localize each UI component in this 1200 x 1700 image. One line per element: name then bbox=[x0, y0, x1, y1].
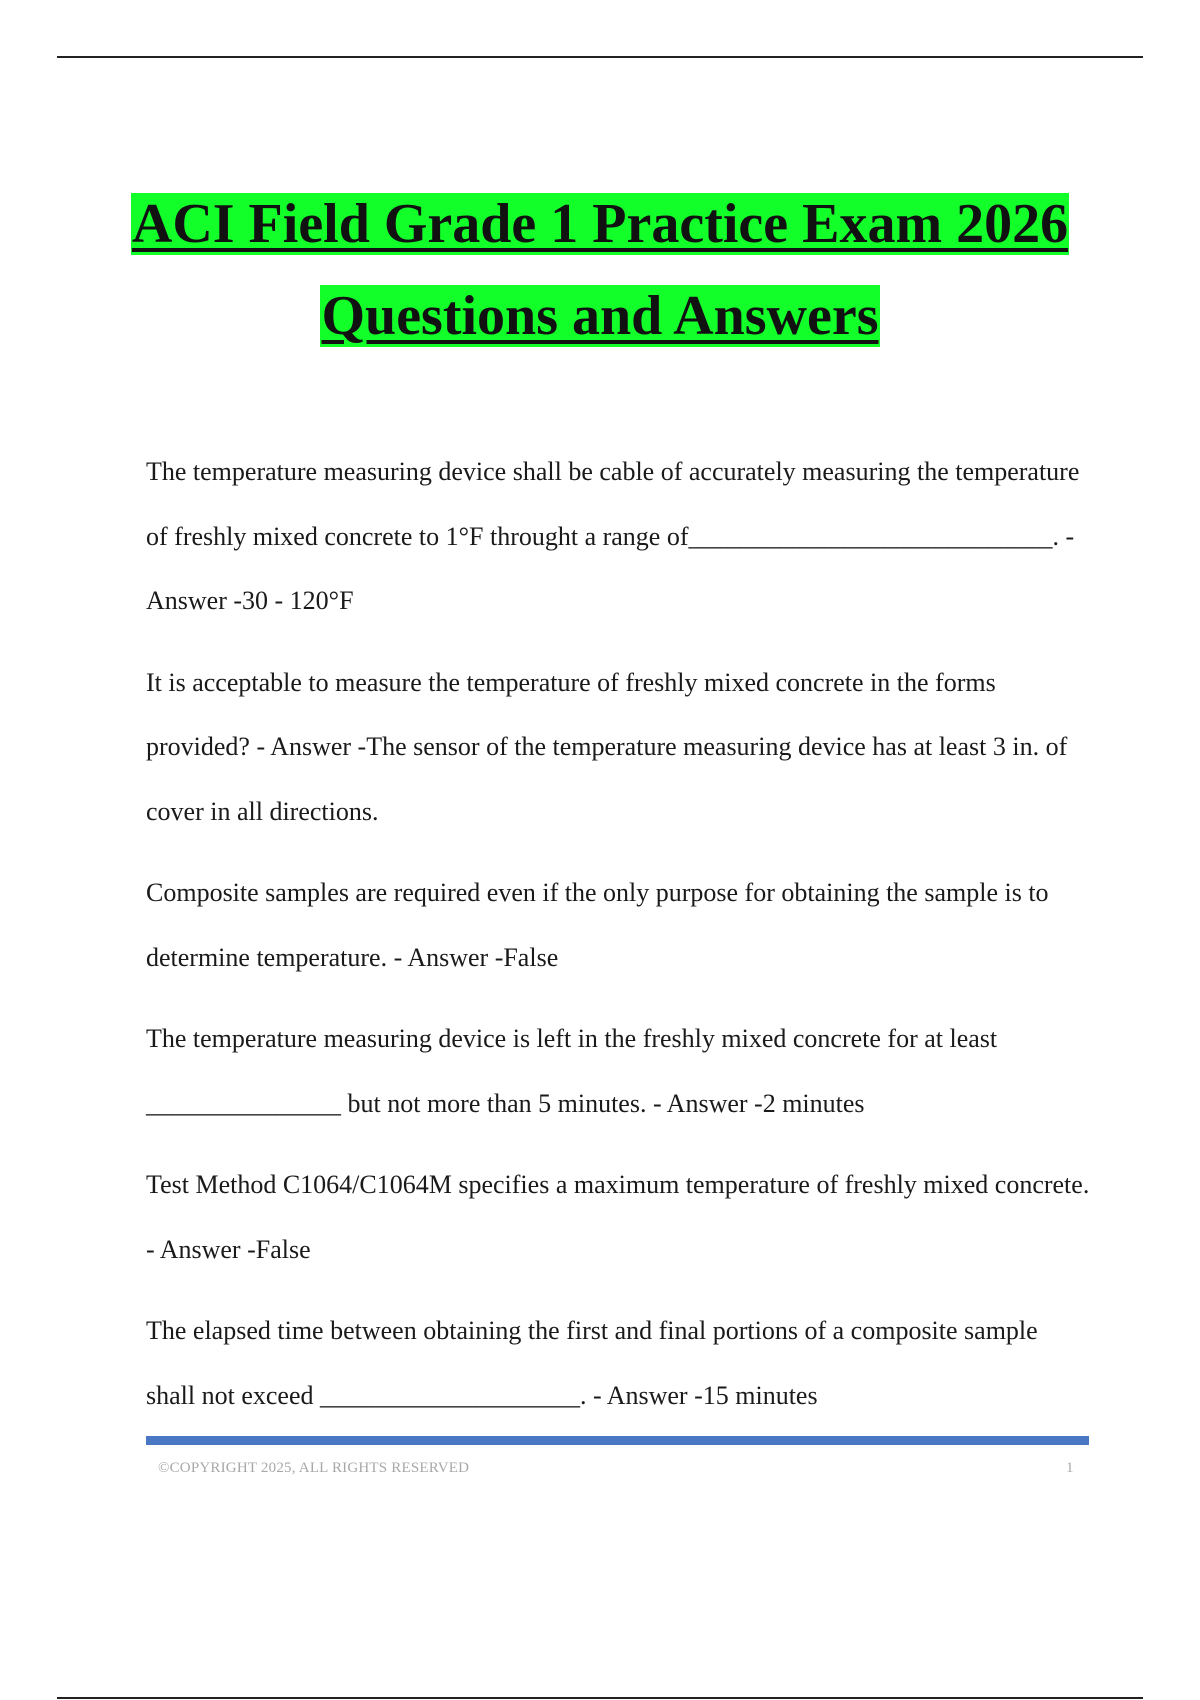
qa-item: It is acceptable to measure the temperature of freshly mixed concrete in the forms provided? - Answer -The sensor of the temperature measuring device has at least 3 in. of cover in all directions. bbox=[146, 667, 1068, 826]
qa-item: Test Method C1064/C1064M specifies a maximum temperature of freshly mixed concrete. - Answer -False bbox=[146, 1170, 1090, 1264]
title-line-1: ACI Field Grade 1 Practice Exam 2026 bbox=[131, 193, 1069, 255]
top-rule bbox=[57, 56, 1143, 58]
qa-list bbox=[146, 440, 1091, 1445]
footer-divider bbox=[146, 1436, 1089, 1445]
document-title bbox=[0, 178, 1200, 362]
title-line-2: Questions and Answers bbox=[321, 285, 879, 347]
qa-item: The temperature measuring device is left in the freshly mixed concrete for at least _______________ but not more than 5 minutes. - Answer -2 minutes bbox=[146, 1024, 998, 1118]
bottom-rule bbox=[57, 1697, 1143, 1699]
qa-item: The elapsed time between obtaining the first and final portions of a composite sample shall not exceed ____________________. - Answer -15 minutes bbox=[146, 1316, 1038, 1410]
page-number: 1 bbox=[1066, 1460, 1074, 1476]
qa-item: The temperature measuring device shall be cable of accurately measuring the temperature of freshly mixed concrete to 1°F throught a range of____________________________. - Answer -30 - 120°F bbox=[146, 457, 1080, 615]
qa-item: Composite samples are required even if the only purpose for obtaining the sample is to determine temperature. - Answer -False bbox=[146, 878, 1049, 972]
copyright-notice: ©COPYRIGHT 2025, ALL RIGHTS RESERVED bbox=[158, 1460, 470, 1476]
